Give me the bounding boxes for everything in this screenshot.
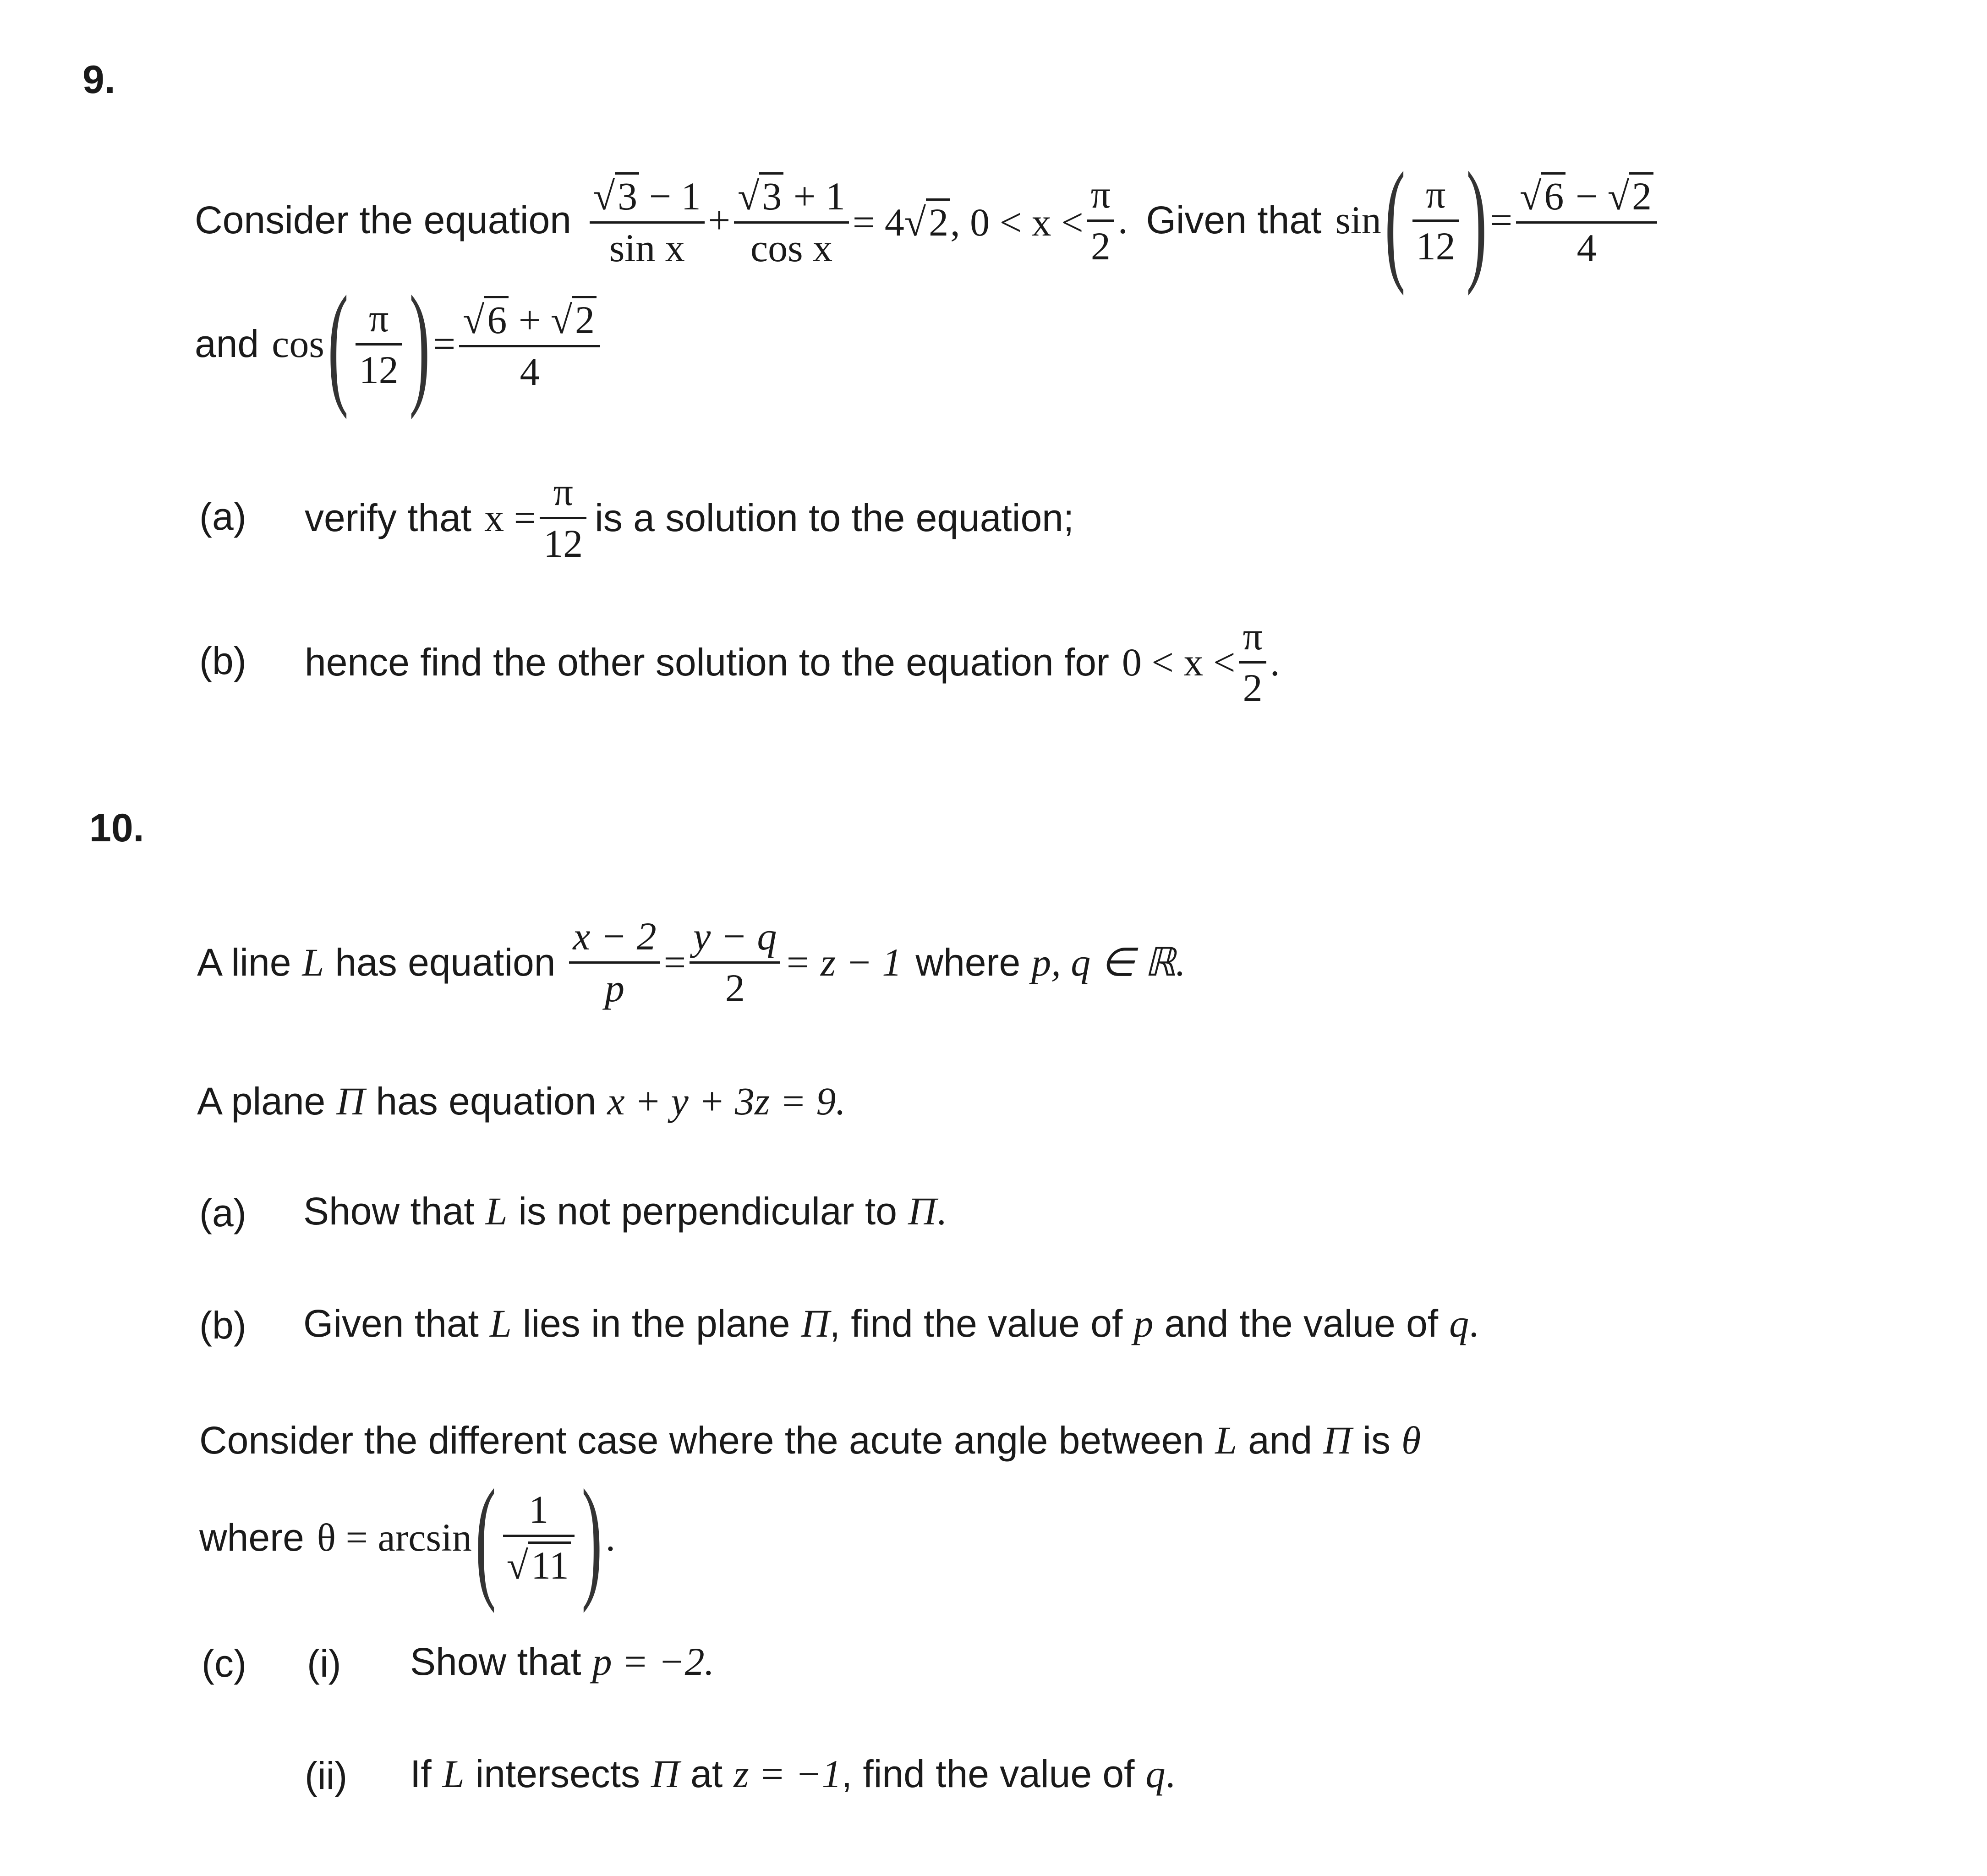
- q10-frac-y: $\frac{y - q}{2}$: [690, 916, 780, 1008]
- q9-part-a: verify that x = $\frac{\pi}{12}$ is a solution to the equation;: [305, 470, 1074, 565]
- q10-part-c-i-label: (i): [307, 1642, 341, 1685]
- q10-theta-fraction: $\frac{1}{√11}$: [503, 1490, 575, 1585]
- q9-pi-over-2: $\frac{\pi}{2}$: [1087, 175, 1114, 266]
- q9-part-a-label: (a): [199, 495, 246, 538]
- q10-part-b-label: (b): [199, 1304, 246, 1347]
- q10-part-c-ii: If L intersects Π at z = −1 , find the value of q .: [410, 1752, 1175, 1796]
- q10-frac-x: $\frac{x - 2}{p}$: [569, 916, 660, 1008]
- q10-plane-equation: A plane Π has equation x + y + 3z = 9.: [197, 1079, 846, 1123]
- q10-part-c-ii-label: (ii): [305, 1754, 348, 1797]
- q9-a-fraction: $\frac{\pi}{12}$: [540, 472, 586, 563]
- question-10-number: 10.: [89, 806, 144, 850]
- q9-and: and: [195, 322, 259, 365]
- q9-cos-arg: $\frac{\pi}{12}$: [356, 298, 402, 389]
- q9-frac-2: $\frac{√3 + 1}{\text{cos x}}$: [734, 172, 849, 268]
- q9-sin-value: $\frac{√6 - √2}{4}$: [1516, 172, 1657, 268]
- q10-part-b: Given that L lies in the plane Π , find the value of p and the value of q .: [303, 1301, 1479, 1345]
- q9-cos-line: and cos ( $\frac{\pi}{12}$ ) = $\frac{√6 + √2}{4}$: [195, 275, 604, 412]
- q9-rhs: = 4√2, 0 < x <: [853, 198, 1084, 242]
- plus-sign: +: [708, 198, 731, 242]
- q10-part-c-label: (c): [202, 1642, 246, 1685]
- q10-part-c-i: Show that p = −2.: [410, 1640, 715, 1684]
- question-9-number: 9.: [82, 58, 115, 102]
- q10-theta-definition: where θ = arcsin ( $\frac{1}{√11}$ ) .: [199, 1461, 616, 1613]
- q9-cos-value: $\frac{√6 + √2}{4}$: [459, 296, 600, 391]
- q9-intro-text: Consider the equation: [195, 198, 571, 241]
- q10-line-equation: A line L has equation $\frac{x - 2}{p}$ = $\frac{y - q}{2}$ = z − 1 where p, q ∈ ℝ.: [197, 914, 1186, 1010]
- q9-given: Given that: [1146, 198, 1322, 241]
- q9-frac-1: $\frac{√3 - 1}{\text{sin x}}$: [590, 172, 705, 268]
- q10-consider-line: Consider the different case where the acute angle between L and Π is θ: [199, 1418, 1421, 1462]
- q9-part-b: hence find the other solution to the equation for 0 < x < $\frac{\pi}{2}$ .: [305, 614, 1280, 710]
- q9-part-b-label: (b): [199, 639, 246, 682]
- q10-part-a: Show that L is not perpendicular to Π .: [303, 1189, 947, 1233]
- q9-b-fraction: $\frac{\pi}{2}$: [1239, 616, 1266, 708]
- q9-intro-line: Consider the equation $\frac{√3 - 1}{\text{sin x}}$ + $\frac{√3 + 1}{\text{cos x}}$ = 4√2, 0 < x < $\frac{\pi}{2}$ . Given that sin ( $\frac{\pi}{12}$ ) = $\frac{√6 - √2}{4}$: [195, 151, 1661, 289]
- q9-sin-arg: $\frac{\pi}{12}$: [1412, 175, 1459, 266]
- q10-part-a-label: (a): [199, 1191, 246, 1234]
